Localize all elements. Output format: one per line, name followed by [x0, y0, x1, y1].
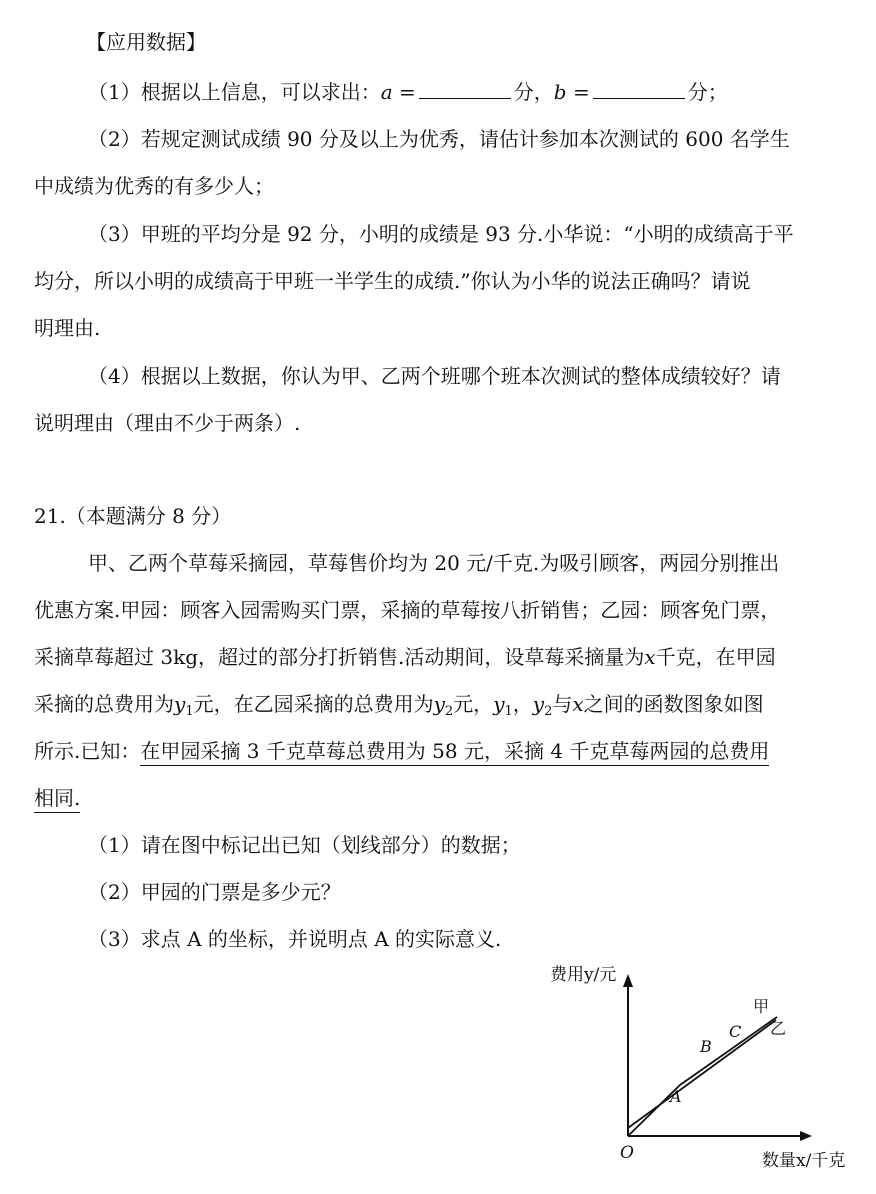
var-y1: y: [493, 692, 505, 716]
y-axis-arrow-icon: [623, 974, 633, 987]
text-segment: 千克，在甲园: [655, 645, 776, 669]
equals-sign: =: [566, 80, 590, 104]
problem-21-line-5: [34, 739, 769, 763]
line-yi-label: 乙: [770, 1019, 787, 1038]
line-jia-label: 甲: [753, 997, 770, 1016]
text-segment: 采摘的总费用为: [34, 692, 174, 716]
question-3-line-2: 均分，所以小明的成绩高于甲班一半学生的成绩.”你认为小华的说法正确吗？请说: [34, 269, 751, 293]
sub-question-2: （2）甲园的门票是多少元？: [88, 880, 341, 904]
subscript-1: 1: [504, 704, 513, 719]
sub-question-3: （3）求点 A 的坐标，并说明点 A 的实际意义.: [88, 927, 502, 951]
function-graph: [540, 960, 870, 1190]
point-a-label: A: [670, 1087, 682, 1106]
subscript-2: 2: [444, 704, 454, 719]
question-4-line-1: （4）根据以上数据，你认为甲、乙两个班哪个班本次测试的整体成绩较好？请: [88, 364, 781, 388]
question-1-text: （1）根据以上信息，可以求出：: [88, 80, 381, 104]
text-segment: 采摘草莓超过 3kg，超过的部分打折销售.活动期间，设草莓采摘量为: [34, 645, 645, 669]
underlined-given: 在甲园采摘 3 千克草莓总费用为 58 元，采摘 4 千克草莓两园的总费用: [140, 739, 769, 766]
problem-21-line-4: [34, 692, 764, 719]
question-2-line-2: 中成绩为优秀的有多少人；: [34, 174, 274, 198]
point-c-label: C: [729, 1022, 742, 1041]
var-x: x: [644, 645, 656, 669]
unit-text: 分，: [513, 80, 554, 104]
var-b: b: [553, 80, 567, 104]
sub-question-1: （1）请在图中标记出已知（划线部分）的数据；: [88, 833, 521, 857]
problem-21-header: 21.（本题满分 8 分）: [34, 504, 232, 528]
origin-label: O: [620, 1143, 634, 1163]
question-4-line-2: 说明理由（理由不少于两条）.: [34, 411, 301, 435]
subscript-1: 1: [185, 704, 194, 719]
var-y2: y: [532, 692, 545, 716]
text-segment: 元，: [453, 692, 494, 716]
unit-text: 分；: [687, 80, 728, 104]
problem-21-line-6: [34, 786, 80, 810]
underlined-given: 相同.: [34, 786, 80, 813]
answer-blank-a[interactable]: [419, 80, 511, 99]
point-b-label: B: [700, 1037, 712, 1056]
question-3-line-3: 明理由.: [34, 316, 101, 340]
var-y1: y: [174, 692, 186, 716]
answer-blank-b[interactable]: [593, 80, 685, 99]
y-axis-label: 费用y/元: [550, 965, 617, 985]
var-a: a: [380, 80, 393, 104]
subscript-2: 2: [544, 704, 553, 719]
problem-21-line-3: [34, 645, 776, 669]
var-x: x: [572, 692, 584, 716]
x-axis-label: 数量x/千克: [762, 1151, 846, 1171]
problem-21-line-2: 优惠方案.甲园：顾客入园需购买门票，采摘的草莓按八折销售；乙园：顾客免门票，: [34, 598, 781, 622]
equals-sign: =: [392, 80, 416, 104]
x-axis-arrow-icon: [800, 1131, 812, 1141]
question-1: [88, 80, 728, 104]
text-segment: 所示.已知：: [34, 739, 141, 763]
text-segment: ，: [512, 692, 533, 716]
text-segment: 与: [552, 692, 573, 716]
question-3-line-1: （3）甲班的平均分是 92 分，小明的成绩是 93 分.小华说：“小明的成绩高于平: [88, 222, 794, 246]
text-segment: 元，在乙园采摘的总费用为: [193, 692, 434, 716]
section-title: 【应用数据】: [86, 30, 206, 54]
var-y2: y: [433, 692, 445, 716]
problem-21-line-1: 甲、乙两个草莓采摘园，草莓售价均为 20 元/千克.为吸引顾客，两园分别推出: [88, 551, 780, 575]
text-segment: 之间的函数图象如图: [583, 692, 764, 716]
question-2-line-1: （2）若规定测试成绩 90 分及以上为优秀，请估计参加本次测试的 600 名学生: [88, 127, 790, 151]
